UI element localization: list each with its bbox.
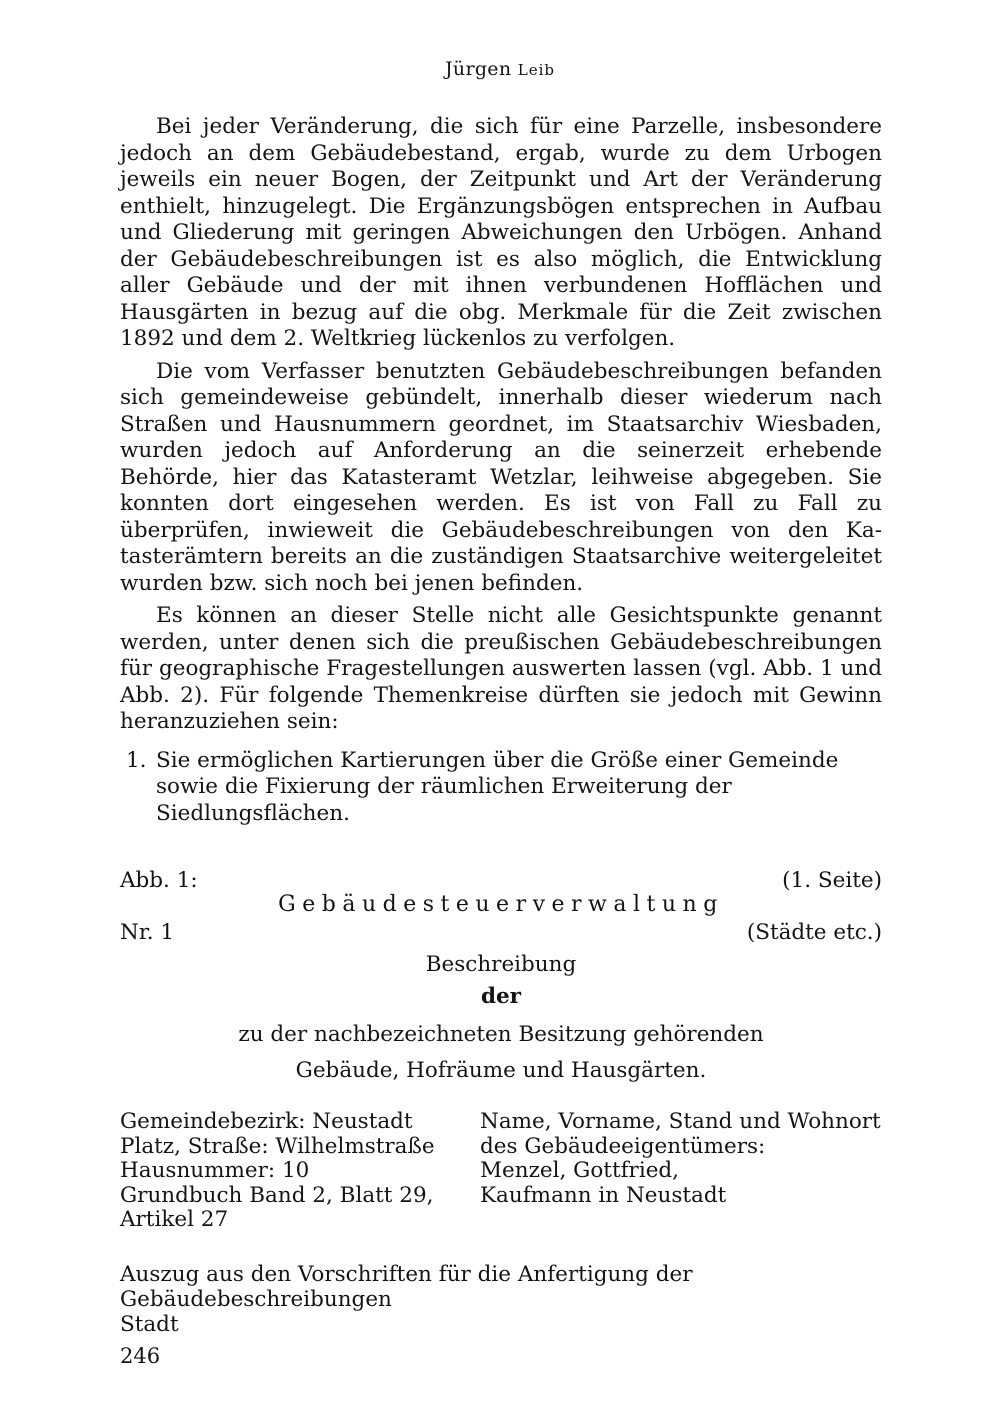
figure-heading: Gebäudesteuerverwaltung [278,892,724,917]
property-detail: Hausnummer: 10 [120,1158,310,1183]
body-text [120,114,882,827]
figure-side-note-top: (1. Seite) [782,868,882,893]
figure-line-2: der [480,984,522,1009]
figure-line-1: Beschreibung [425,952,577,977]
figure-1 [120,868,882,1090]
owner-detail: Menzel, Gottfried, [480,1158,680,1183]
figure-number: Nr. 1 [120,920,175,945]
excerpt-line-2: Stadt [120,1312,179,1337]
figure-label: Abb. 1: [120,868,198,893]
figure-line-3: zu der nachbezeichneten Besitzung gehörenden [238,1022,764,1047]
author-first-name: Jürgen [445,58,512,80]
page-number: 246 [120,1344,161,1368]
list-item-text: Sie ermöglichen Kartierungen über die Größe einer Gemeinde sowie die Fixierung der räumlichen Erweiterung der Siedlungsflächen. [156,747,839,826]
figure-line-4: Gebäude, Hofräume und Hausgärten. [295,1058,707,1083]
owner-detail: Name, Vorname, Stand und Wohnort [480,1109,881,1134]
property-detail: Grundbuch Band 2, Blatt 29, [120,1182,434,1208]
property-details [120,1110,460,1233]
owner-detail: des Gebäudeeigentümers: [480,1133,766,1159]
figure-row-number [120,920,882,948]
list-item [120,748,882,828]
property-detail: Gemeindebezirk: Neustadt [120,1109,413,1134]
list-item-number: 1. [126,747,147,773]
paragraph-1: Bei jeder Veränderung, die sich für eine Parzelle, insbesondere jedoch an dem Gebäudebestand, ergab, wurde zu dem Urbogen jeweils ein neuer Bogen, der Zeitpunkt und Art der Veränderung enthielt, hinzugelegt. Die Ergänzungsbögen entsprechen in Aufbau und Gliederung mit geringen Abweichungen den Urbögen. Anhand der Gebäudebeschreibungen ist es also möglich, die Entwicklung aller Gebäude und der mit ihnen verbundenen Hofflächen und Hausgärten in bezug auf die obg. Merkmale für die Zeit zwischen 1892 und dem 2. Weltkrieg lückenlos zu verfolgen. [120,114,882,351]
running-head [0,58,1000,80]
excerpt-caption [120,1262,882,1337]
figure-row-heading [120,892,882,920]
property-detail: Platz, Straße: Wilhelmstraße [120,1133,435,1159]
excerpt-line-1: Auszug aus den Vorschriften für die Anfertigung der Gebäudebeschreibungen [120,1262,693,1312]
paragraph-2: Die vom Verfasser benutzten Gebäudebeschreibungen befanden sich gemeindeweise gebündelt, innerhalb dieser wiederum nach Straßen und Hausnummern geordnet, im Staatsarchiv Wiesbaden, wurden jedoch auf Anforderung an die seinerzeit erhebende Behörde, hier das Katasteramt Wetzlar, leihweise abgegeben. Sie konnten dort eingesehen werden. Es ist von Fall zu Fall zu überprüfen, inwieweit die Gebäudebeschreibungen von den Katasterämtern bereits an die zuständigen Staatsarchive weitergeleitet wurden bzw. sich noch bei jenen befinden. [120,358,882,596]
numbered-list [120,748,882,828]
figure-side-note-bottom: (Städte etc.) [746,920,882,945]
property-detail: Artikel 27 [120,1207,229,1232]
owner-details [480,1110,890,1208]
author-last-name: Leib [517,61,555,79]
owner-detail: Kaufmann in Neustadt [480,1182,727,1208]
paragraph-3: Es können an dieser Stelle nicht alle Gesichtspunkte genannt werden, unter denen sich die preußischen Gebäudebeschreibungen für geographische Fragestellungen auswerten lassen (vgl. Abb. 1 und Abb. 2). Für folgende Themenkreise dürften sie jedoch mit Gewinn heranzuziehen sein: [120,603,882,734]
